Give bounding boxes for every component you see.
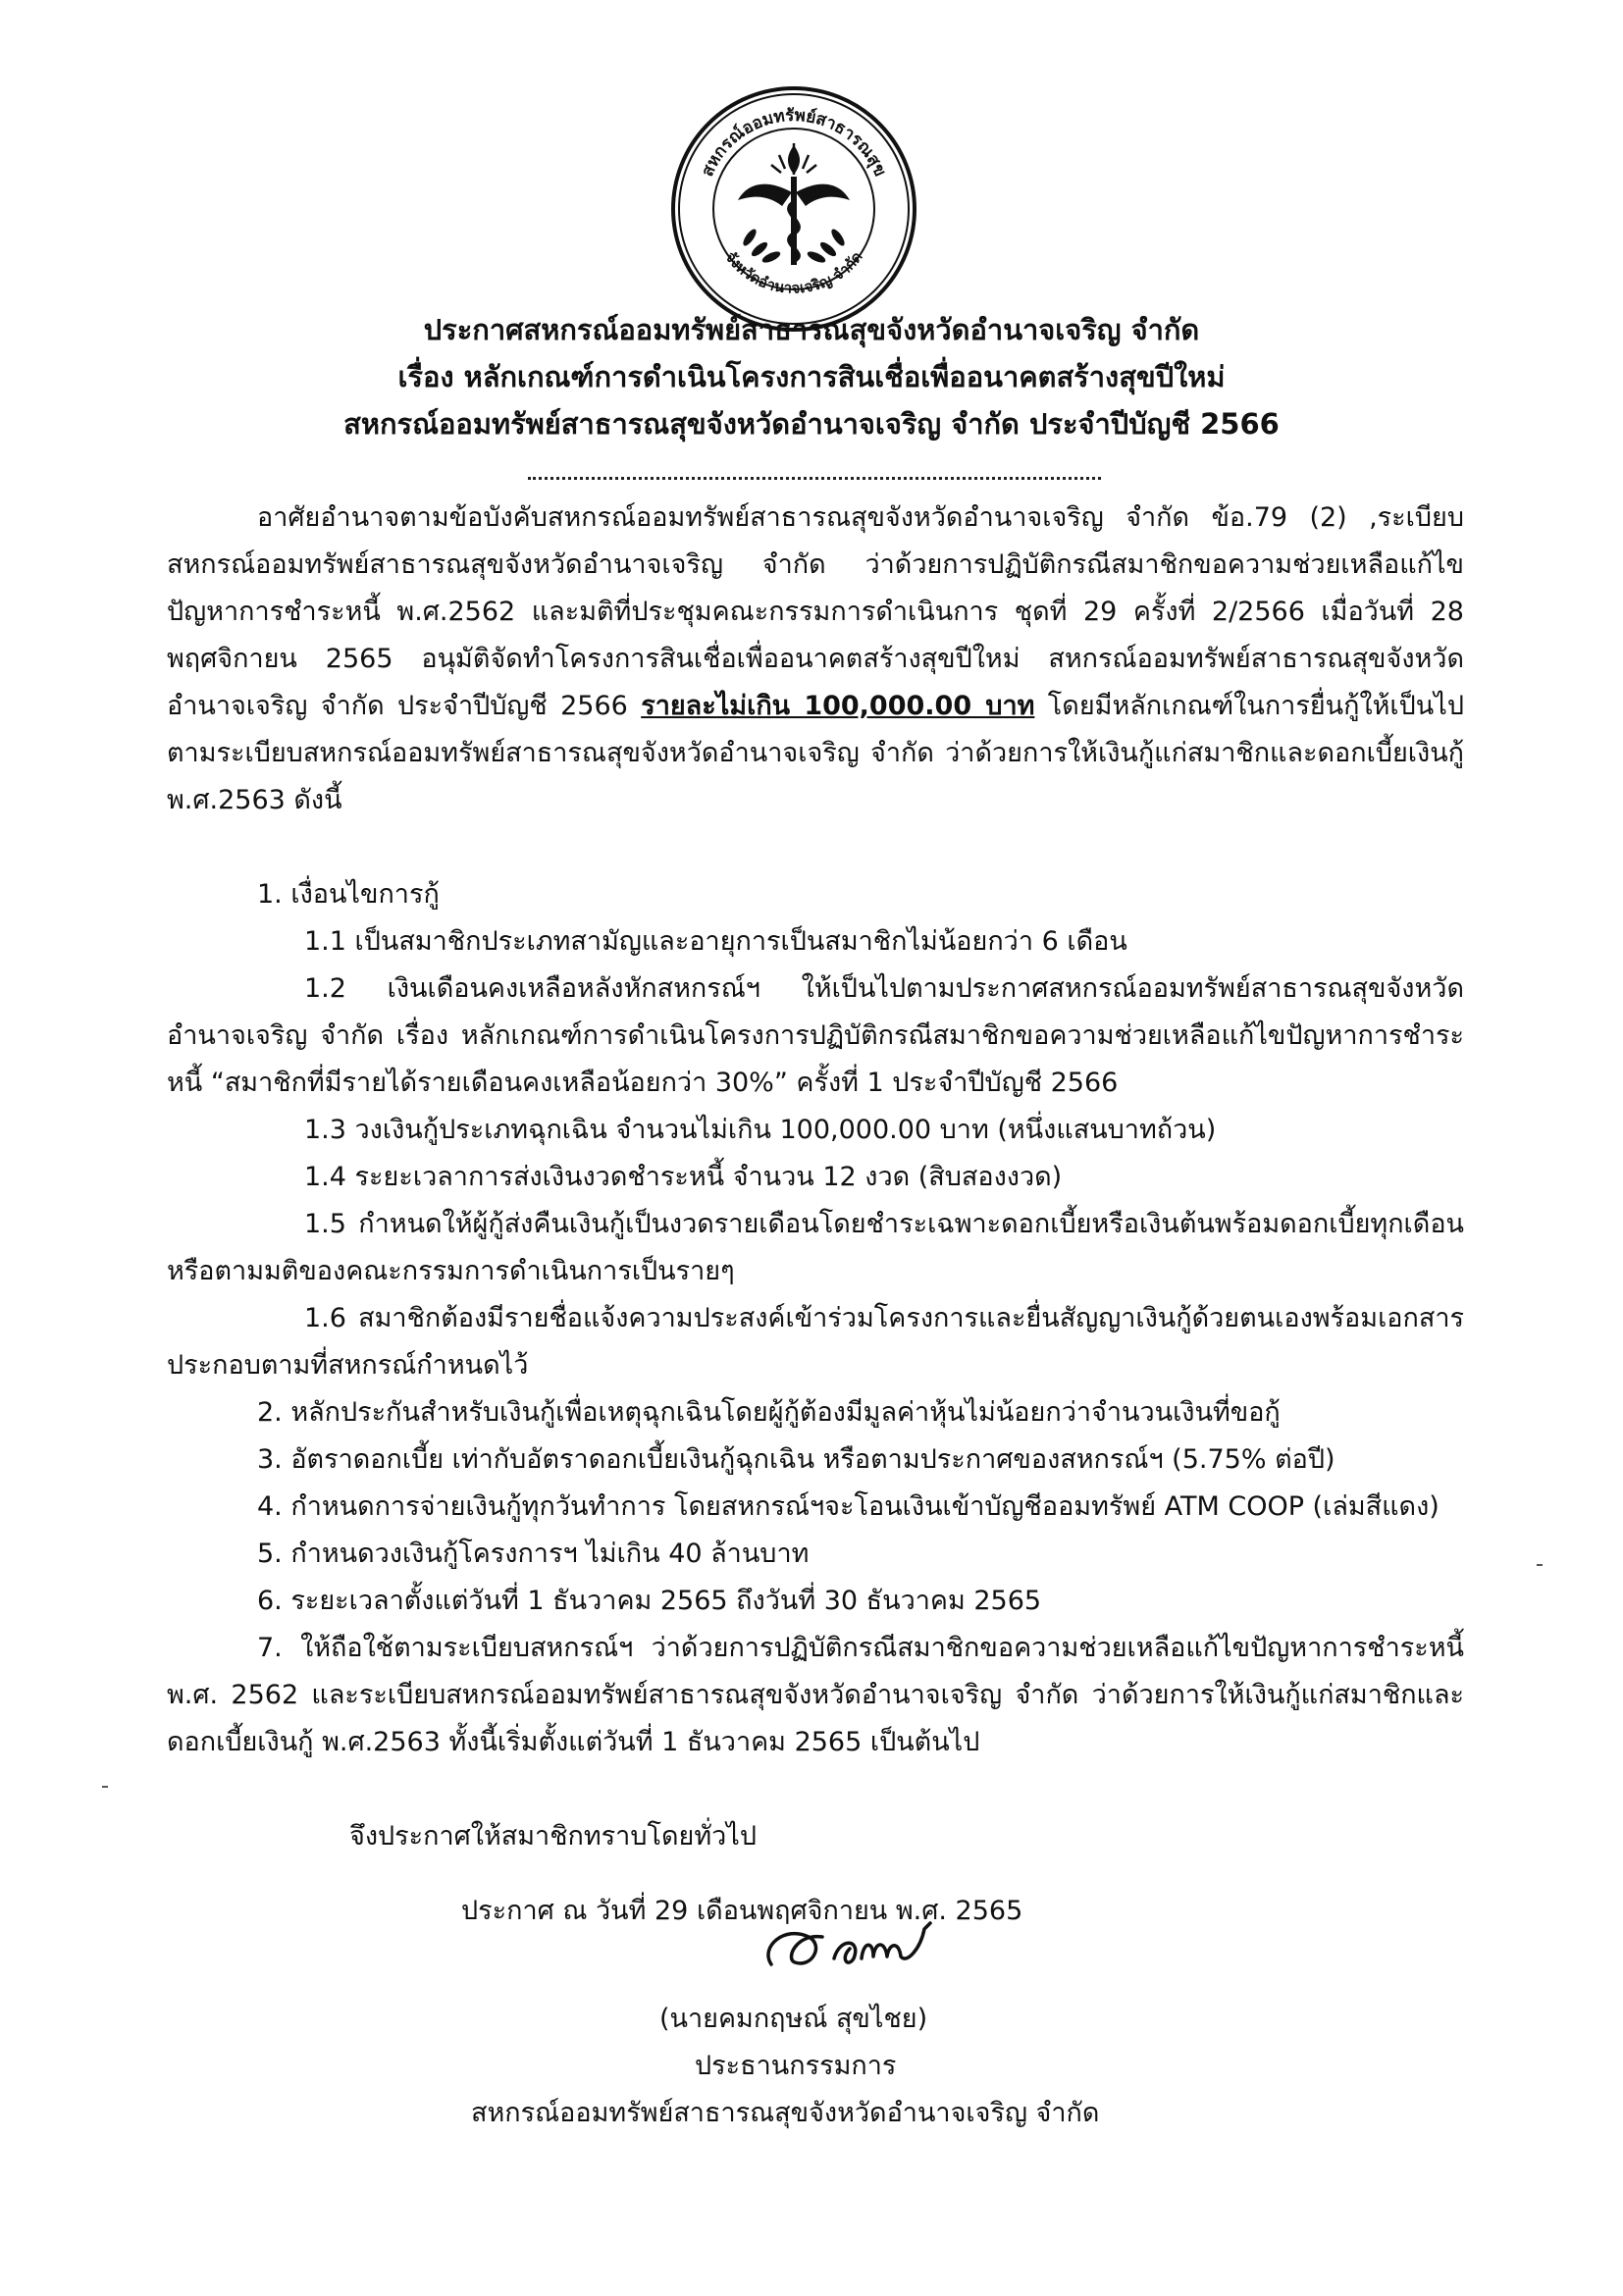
condition-1-1: 1.1 เป็นสมาชิกประเภทสามัญและอายุการเป็นสมาชิกไม่น้อยกว่า 6 เดือน <box>304 926 1127 957</box>
announcement-date: ประกาศ ณ วันที่ 29 เดือนพฤศจิกายน พ.ศ. 2565 <box>461 1896 1023 1926</box>
handwritten-signature <box>752 1904 958 1988</box>
intro-text-2: โดยมีหลักเกณฑ์ในการยื่นกู้ให้เป็นไปตามระเบียบสหกรณ์ออมทรัพย์สาธารณสุขจังหวัดอำนาจเจริญ จำกัด ว่าด้วยการให้เงินกู้แก่สมาชิกและดอกเบี้ยเงินกู้ พ.ศ.2563 ดังนี้ <box>167 691 1464 815</box>
item-3-interest-rate: 3. อัตราดอกเบี้ย เท่ากับอัตราดอกเบี้ยเงินกู้ฉุกเฉิน หรือตามประกาศของสหกรณ์ฯ (5.75% ต่อปี) <box>257 1444 1335 1475</box>
condition-1-3: 1.3 วงเงินกู้ประเภทฉุกเฉิน จำนวนไม่เกิน 100,000.00 บาท (หนึ่งแสนบาทถ้วน) <box>304 1115 1217 1145</box>
loan-limit-emphasis: รายละไม่เกิน 100,000.00 บาท <box>641 691 1035 721</box>
condition-heading: 1. เงื่อนไขการกู้ <box>257 879 440 910</box>
announcement-fiscal-year: สหกรณ์ออมทรัพย์สาธารณสุขจังหวัดอำนาจเจริญ จำกัด ประจำปีบัญชี 2566 <box>343 407 1280 441</box>
item-5-project-budget: 5. กำหนดวงเงินกู้โครงการฯ ไม่เกิน 40 ล้านบาท <box>257 1539 810 1569</box>
cooperative-seal-logo <box>669 84 918 334</box>
signer-name: (นายคมกฤษณ์ สุขไชย) <box>659 2004 928 2034</box>
condition-1-6: 1.6 สมาชิกต้องมีรายชื่อแจ้งความประสงค์เข้าร่วมโครงการและยื่นสัญญาเงินกู้ด้วยตนเองพร้อมเอกสารประกอบตามที่สหกรณ์กำหนดไว้ <box>167 1303 1464 1381</box>
item-4-disbursement: 4. กำหนดการจ่ายเงินกู้ทุกวันทำการ โดยสหกรณ์ฯจะโอนเงินเข้าบัญชีออมทรัพย์ ATM COOP (เล่มสีแดง) <box>257 1491 1440 1522</box>
signer-position: ประธานกรรมการ <box>695 2051 897 2081</box>
announcement-title: ประกาศสหกรณ์ออมทรัพย์สาธารณสุขจังหวัดอำนาจเจริญ จำกัด <box>423 313 1200 346</box>
condition-1-5: 1.5 กำหนดให้ผู้กู้ส่งคืนเงินกู้เป็นงวดรายเดือนโดยชำระเฉพาะดอกเบี้ยหรือเงินต้นพร้อมดอกเบี้ยทุกเดือนหรือตามมติของคณะกรรมการดำเนินการเป็นรายๆ <box>167 1209 1464 1286</box>
intro-paragraph <box>167 495 1464 824</box>
announcement-subject: เรื่อง หลักเกณฑ์การดำเนินโครงการสินเชื่อเพื่ออนาคตสร้างสุขปีใหม่ <box>397 360 1226 393</box>
title-divider <box>528 477 1101 480</box>
item-6-period: 6. ระยะเวลาตั้งแต่วันที่ 1 ธันวาคม 2565 ถึงวันที่ 30 ธันวาคม 2565 <box>257 1586 1042 1616</box>
closing-notice: จึงประกาศให้สมาชิกทราบโดยทั่วไป <box>349 1821 758 1852</box>
condition-1-2: 1.2 เงินเดือนคงเหลือหลังหักสหกรณ์ฯ ให้เป็นไปตามประกาศสหกรณ์ออมทรัพย์สาธารณสุขจังหวัดอำนาจเจริญ จำกัด เรื่อง หลักเกณฑ์การดำเนินโครงการปฏิบัติกรณีสมาชิกขอความช่วยเหลือแก้ไขปัญหาการชำระหนี้ “สมาชิกที่มีรายได้รายเดือนคงเหลือน้อยกว่า 30%” ครั้งที่ 1 ประจำปีบัญชี 2566 <box>167 973 1464 1098</box>
signer-organization: สหกรณ์ออมทรัพย์สาธารณสุขจังหวัดอำนาจเจริญ จำกัด <box>471 2098 1100 2128</box>
scan-mark <box>1537 1564 1543 1566</box>
scan-mark <box>102 1786 108 1788</box>
svg-text:จังหวัดอำนาจเจริญ จำกัด: จังหวัดอำนาจเจริญ จำกัด <box>721 247 866 297</box>
item-2-collateral: 2. หลักประกันสำหรับเงินกู้เพื่อเหตุฉุกเฉินโดยผู้กู้ต้องมีมูลค่าหุ้นไม่น้อยกว่าจำนวนเงินที่ขอกู้ <box>257 1397 1281 1428</box>
item-7-regulations: 7. ให้ถือใช้ตามระเบียบสหกรณ์ฯ ว่าด้วยการปฏิบัติกรณีสมาชิกขอความช่วยเหลือแก้ไขปัญหาการชำระหนี้ พ.ศ. 2562 และระเบียบสหกรณ์ออมทรัพย์สาธารณสุขจังหวัดอำนาจเจริญ จำกัด ว่าด้วยการให้เงินกู้แก่สมาชิกและดอกเบี้ยเงินกู้ พ.ศ.2563 ทั้งนี้เริ่มตั้งแต่วันที่ 1 ธันวาคม 2565 เป็นต้นไป <box>167 1633 1464 1757</box>
condition-1-4: 1.4 ระยะเวลาการส่งเงินงวดชำระหนี้ จำนวน 12 งวด (สิบสองงวด) <box>304 1162 1063 1192</box>
svg-text:สหกรณ์ออมทรัพย์สาธารณสุข: สหกรณ์ออมทรัพย์สาธารณสุข <box>698 105 890 180</box>
intro-text-1: อาศัยอำนาจตามข้อบังคับสหกรณ์ออมทรัพย์สาธารณสุขจังหวัดอำนาจเจริญ จำกัด ข้อ.79 (2) ,ระเบียบสหกรณ์ออมทรัพย์สาธารณสุขจังหวัดอำนาจเจริญ จำกัด ว่าด้วยการปฏิบัติกรณีสมาชิกขอความช่วยเหลือแก้ไขปัญหาการชำระหนี้ พ.ศ.2562 และมติที่ประชุมคณะกรรมการดำเนินการ ชุดที่ 29 ครั้งที่ 2/2566 เมื่อวันที่ 28 พฤศจิกายน 2565 อนุมัติจัดทำโครงการสินเชื่อเพื่ออนาคตสร้างสุขปีใหม่ สหกรณ์ออมทรัพย์สาธารณสุขจังหวัดอำนาจเจริญ จำกัด ประจำปีบัญชี 2566 <box>167 502 1464 721</box>
